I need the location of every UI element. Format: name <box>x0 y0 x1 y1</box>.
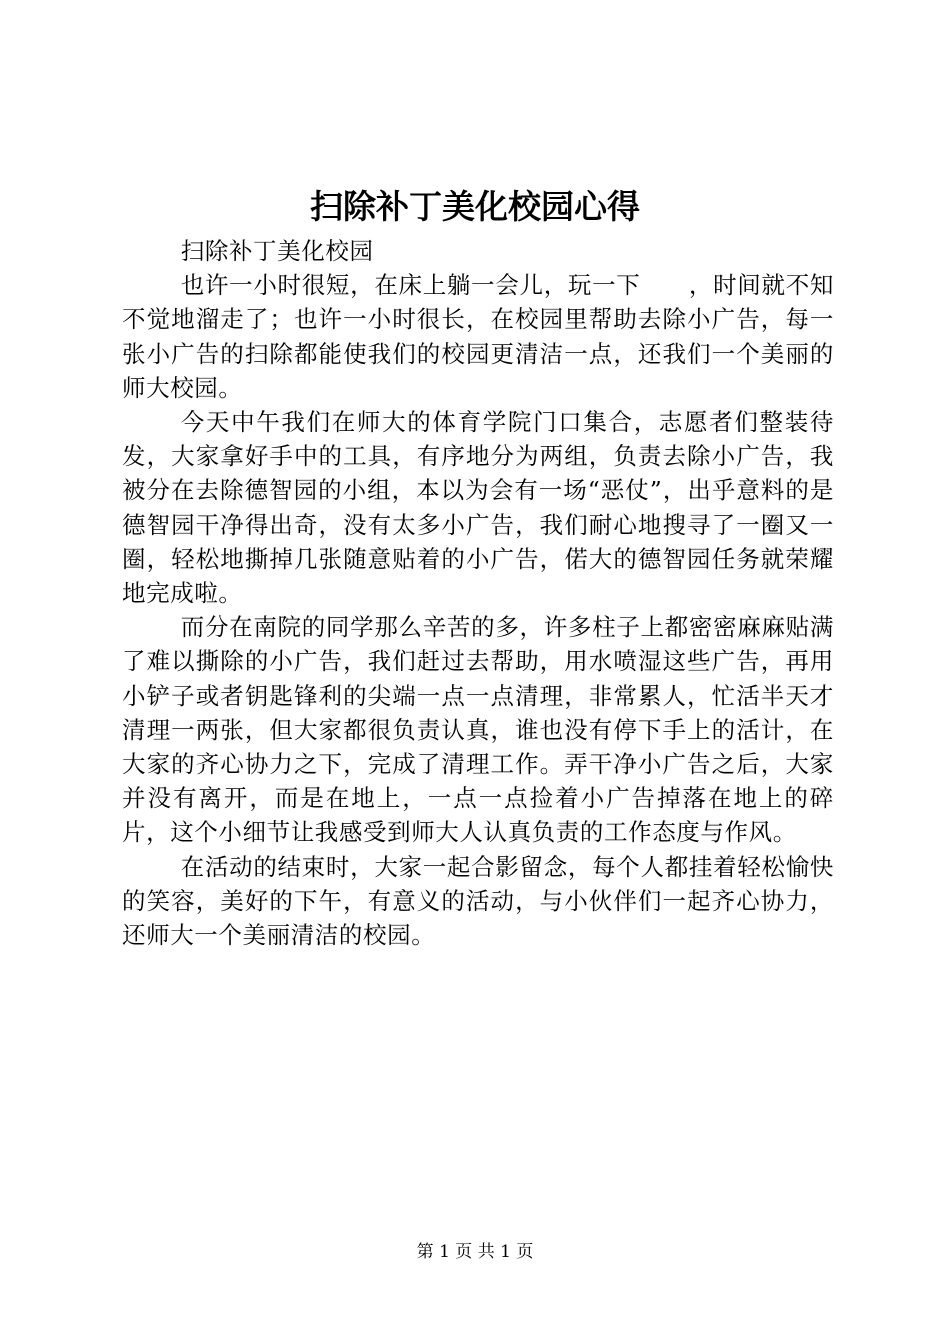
paragraph-3: 而分在南院的同学那么辛苦的多，许多柱子上都密密麻麻贴满了难以撕除的小广告，我们赶过去帮助，用水喷湿这些广告，再用小铲子或者钥匙锋利的尖端一点一点清理，非常累人，忙活半天才清理一两张，但大家都很负责认真，谁也没有停下手上的活计，在大家的齐心协力之下，完成了清理工作。弄干净小广告之后，大家并没有离开，而是在地上，一点一点捡着小广告掉落在地上的碎片，这个小细节让我感受到师大人认真负责的工作态度与作风。 <box>122 613 834 847</box>
document-body <box>122 234 834 952</box>
paragraph-4: 在活动的结束时，大家一起合影留念，每个人都挂着轻松愉快的笑容，美好的下午，有意义的活动，与小伙伴们一起齐心协力，还师大一个美丽清洁的校园。 <box>122 852 834 950</box>
paragraph-subtitle: 扫除补丁美化校园 <box>180 237 374 265</box>
page-footer: 第 1 页 共 1 页 <box>416 1242 534 1262</box>
document-title: 扫除补丁美化校园心得 <box>310 187 640 226</box>
paragraph-2: 今天中午我们在师大的体育学院门口集合，志愿者们整装待发，大家拿好手中的工具，有序地分为两组，负责去除小广告，我被分在去除德智园的小组，本以为会有一场“恶仗”，出乎意料的是德智园干净得出奇，没有太多小广告，我们耐心地搜寻了一圈又一圈，轻松地撕掉几张随意贴着的小广告，偌大的德智园任务就荣耀地完成啦。 <box>122 408 834 608</box>
paragraph-1: 也许一小时很短，在床上躺一会儿，玩一下 ，时间就不知不觉地溜走了；也许一小时很长，在校园里帮助去除小广告，每一张小广告的扫除都能使我们的校园更清洁一点，还我们一个美丽的师大校园。 <box>122 271 834 402</box>
